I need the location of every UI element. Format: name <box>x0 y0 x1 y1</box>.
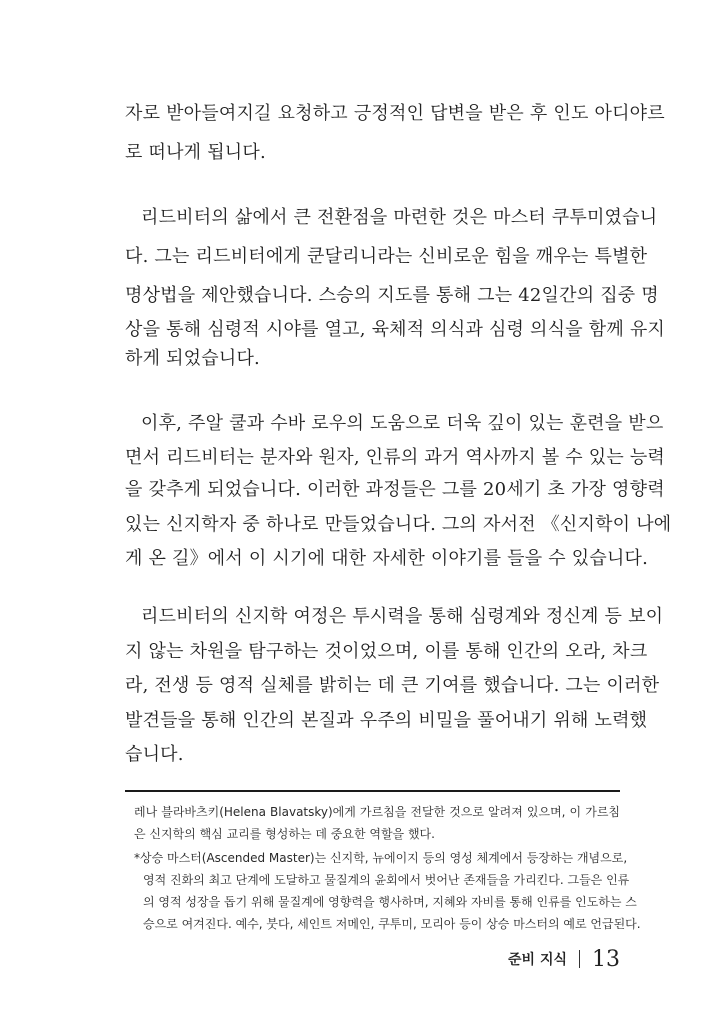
body-line: 면서 리드비터는 분자와 원자, 인류의 과거 역사까지 볼 수 있는 능력 <box>125 447 666 468</box>
body-line: 로 떠나게 됩니다. <box>125 142 266 163</box>
body-line: 습니다. <box>125 744 184 765</box>
footnote-line: *상승 마스터(Ascended Master)는 신지학, 뉴에이지 등의 영성 체계에서 등장하는 개념으로, <box>134 851 628 865</box>
body-line: 라, 전생 등 영적 실체를 밝히는 데 큰 기여를 했습니다. 그는 이러한 <box>125 675 660 696</box>
footer-separator <box>579 950 580 968</box>
body-line: 상을 통해 심령적 시야를 열고, 육체적 의식과 심령 의식을 함께 유지 <box>125 319 666 340</box>
footnote-line: 레나 블라바츠키(Helena Blavatsky)에게 가르침을 전달한 것으로 알려져 있으며, 이 가르침 <box>134 805 620 819</box>
body-line: 자로 받아들여지길 요청하고 긍정적인 답변을 받은 후 인도 아디야르 <box>125 103 665 124</box>
footnote-line: 승으로 여겨진다. 예수, 붓다, 세인트 저메인, 쿠투미, 모리아 등이 상승 마스터의 예로 언급된다. <box>143 917 641 931</box>
body-line: 있는 신지학자 중 하나로 만들었습니다. 그의 자서전 《신지학이 나에 <box>125 514 672 535</box>
body-line: 지 않는 차원을 탐구하는 것이었으며, 이를 통해 인간의 오라, 차크 <box>125 641 648 662</box>
body-line: 명상법을 제안했습니다. 스승의 지도를 통해 그는 42일간의 집중 명 <box>125 285 659 306</box>
body-line: 리드비터의 신지학 여정은 투시력을 통해 심령계와 정신계 등 보이 <box>141 606 664 627</box>
body-line: 리드비터의 삶에서 큰 전환점을 마련한 것은 마스터 쿠투미였습니 <box>141 207 658 228</box>
page-number: 13 <box>592 946 620 972</box>
footnote-line: 은 신지학의 핵심 교리를 형성하는 데 중요한 역할을 했다. <box>134 827 435 841</box>
footnote-line: 의 영적 성장을 돕기 위해 물질계에 영향력을 행사하며, 지혜와 자비를 통해 인류를 인도하는 스 <box>143 895 637 909</box>
footnote-divider <box>125 790 620 792</box>
body-line: 이후, 주알 쿨과 수바 로우의 도움으로 더욱 깊이 있는 훈련을 받으 <box>141 413 664 434</box>
footnote-line: 영적 진화의 최고 단계에 도달하고 물질계의 윤회에서 벗어난 존재들을 가리킨다. 그들은 인류 <box>143 873 630 887</box>
body-line: 발견들을 통해 인간의 본질과 우주의 비밀을 풀어내기 위해 노력했 <box>125 710 648 731</box>
body-line: 하게 되었습니다. <box>125 348 260 369</box>
body-line: 다. 그는 리드비터에게 쿤달리니라는 신비로운 힘을 깨우는 특별한 <box>125 246 648 267</box>
body-line: 게 온 길》에서 이 시기에 대한 자세한 이야기를 들을 수 있습니다. <box>125 548 649 569</box>
body-line: 을 갖추게 되었습니다. 이러한 과정들은 그를 20세기 초 가장 영향력 <box>125 479 665 500</box>
page-footer <box>508 942 620 976</box>
running-footer-section: 준비 지식 <box>508 952 567 968</box>
